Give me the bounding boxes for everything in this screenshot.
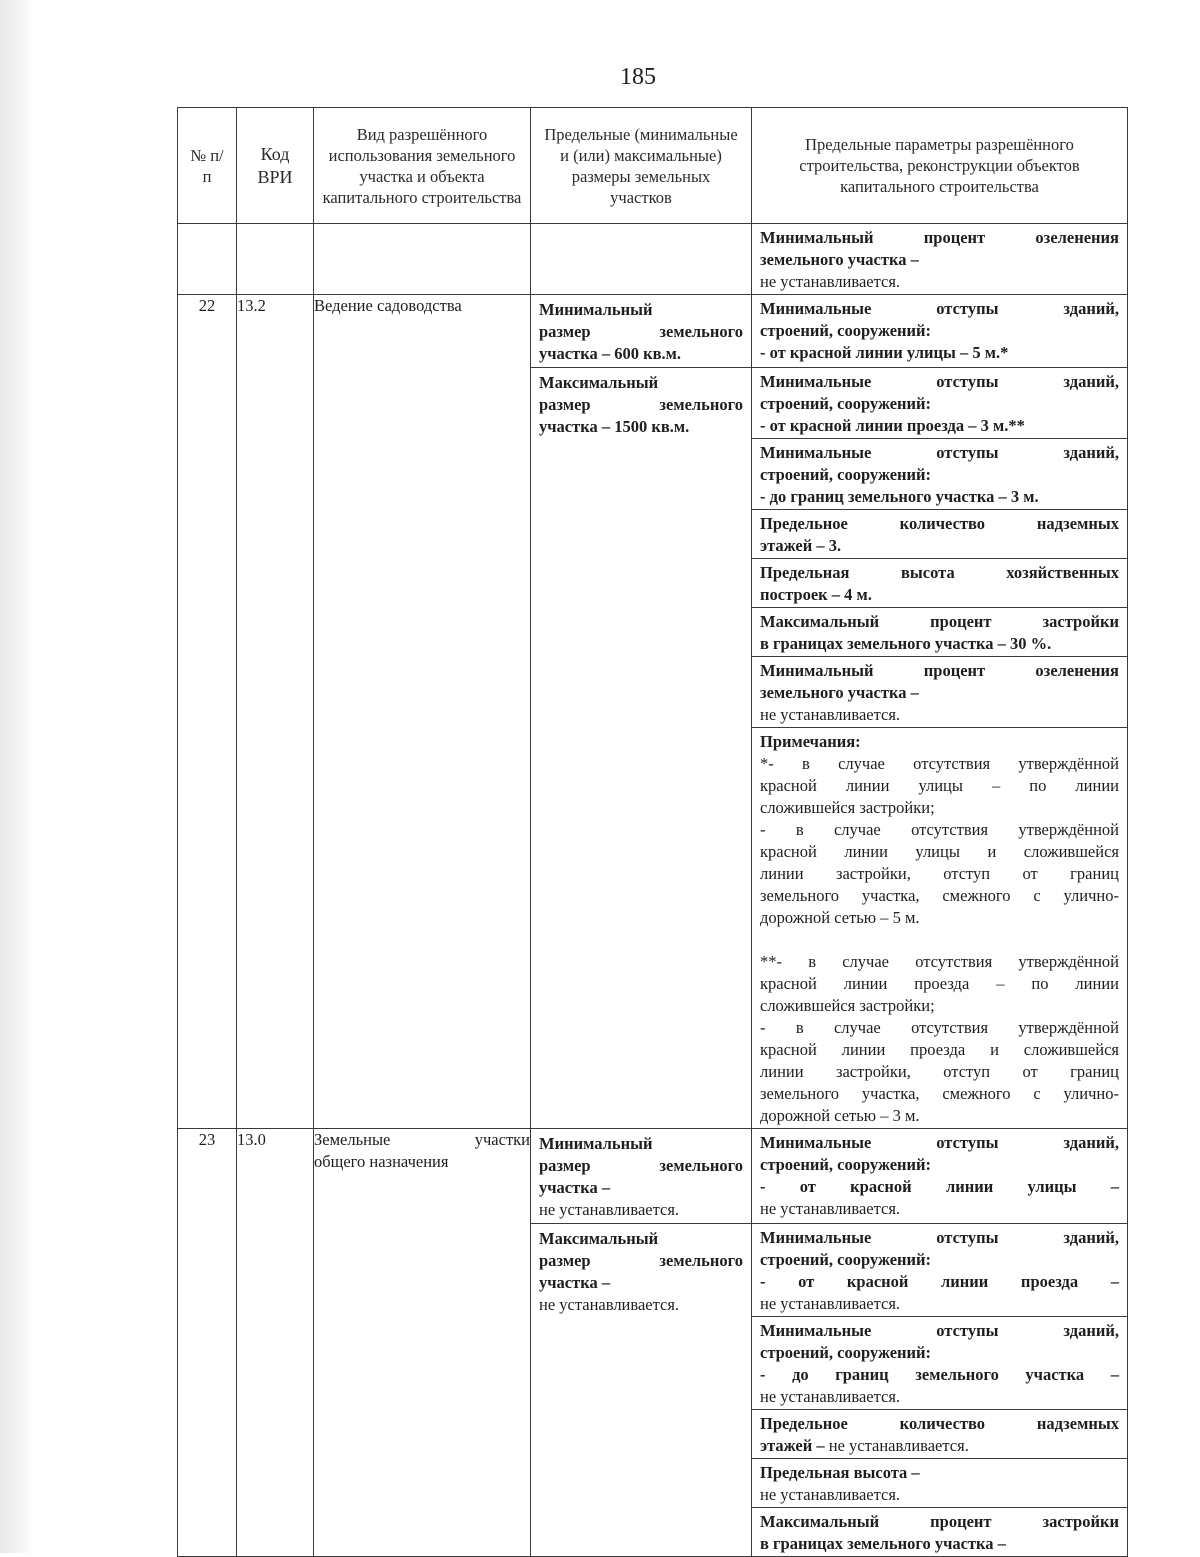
param-line: строений, сооружений: [760, 465, 932, 484]
row23-code: 13.0 [237, 1129, 314, 1557]
param-line: Минимальные отступы зданий, [760, 299, 1119, 318]
row23-name [314, 1129, 531, 1557]
param-line: строений, сооружений: [760, 1155, 932, 1174]
param-line: Предельная высота – [760, 1463, 920, 1482]
row22-param-7 [752, 657, 1128, 728]
cont-code-cell [237, 224, 314, 295]
header-num: № п/п [178, 108, 237, 224]
row22-param-5 [752, 559, 1128, 608]
regulations-table [177, 107, 1128, 1557]
header-code: Код ВРИ [237, 108, 314, 224]
note-line: линии застройки, отступ от границ [760, 1062, 1119, 1081]
param-line: земельного участка – [760, 683, 919, 702]
param-line: Предельная высота хозяйственных [760, 563, 1119, 582]
param-line: Минимальные отступы зданий, [760, 1321, 1119, 1340]
size-line: размер земельного [539, 1156, 743, 1175]
note-line: - в случае отсутствия утверждённой [760, 820, 1119, 839]
notes-title: Примечания: [760, 732, 861, 751]
row23-size-max-cell [531, 1224, 752, 1557]
row22-param-6 [752, 608, 1128, 657]
param-value: не устанавливается. [760, 1387, 901, 1406]
note-line: красной линии проезда и сложившейся [760, 1040, 1119, 1059]
param-line: Минимальный процент озеленения [760, 661, 1119, 680]
row22-code: 13.2 [237, 295, 314, 1129]
param-value: не устанавливается. [828, 1436, 969, 1455]
continuation-row [178, 224, 1128, 295]
param-line: Минимальные отступы зданий, [760, 443, 1119, 462]
cont-param-value: не устанавливается. [760, 272, 901, 291]
note-line: дорожной сетью – 3 м. [760, 1106, 920, 1125]
param-line: строений, сооружений: [760, 321, 932, 340]
table-row-23 [178, 1129, 1128, 1224]
row23-param-5 [752, 1459, 1128, 1508]
param-line: - до границ земельного участка – [760, 1365, 1119, 1384]
note-line: дорожной сетью – 5 м. [760, 908, 920, 927]
row23-param-1 [752, 1129, 1128, 1224]
param-value: не устанавливается. [760, 1294, 901, 1313]
param-line: Предельное количество надземных [760, 514, 1119, 533]
row22-param-3 [752, 439, 1128, 510]
param-line: этажей – 3. [760, 536, 842, 555]
note-line: земельного участка, смежного с улично- [760, 886, 1119, 905]
note-line: сложившейся застройки; [760, 798, 935, 817]
row22-param-4 [752, 510, 1128, 559]
row22-name: Ведение садоводства [314, 295, 531, 1129]
note-line: **- в случае отсутствия утверждённой [760, 952, 1119, 971]
cont-param-cell [752, 224, 1128, 295]
size-line: Минимальный [539, 1134, 653, 1153]
size-line: размер земельного [539, 1251, 743, 1270]
row22-num: 22 [178, 295, 237, 1129]
param-line: Минимальные отступы зданий, [760, 1133, 1119, 1152]
param-value: не устанавливается. [760, 1199, 901, 1218]
param-line: - от красной линии улицы – 5 м.* [760, 343, 1009, 362]
cont-size-cell [531, 224, 752, 295]
size-line: Максимальный [539, 373, 659, 392]
row23-size-min-cell [531, 1129, 752, 1224]
param-line: строений, сооружений: [760, 394, 932, 413]
param-line: - до границ земельного участка – 3 м. [760, 487, 1039, 506]
cont-param-line: Минимальный процент озеленения [760, 228, 1119, 247]
param-line: в границах земельного участка – 30 %. [760, 634, 1052, 653]
row23-param-3 [752, 1317, 1128, 1410]
param-line: - от красной линии проезда – [760, 1272, 1119, 1291]
note-gap [760, 929, 1119, 951]
size-line: размер земельного [539, 395, 743, 414]
size-line: Минимальный [539, 300, 653, 319]
row23-num: 23 [178, 1129, 237, 1557]
row22-param-2 [752, 368, 1128, 439]
cont-param-line: земельного участка – [760, 250, 919, 269]
size-line: размер земельного [539, 322, 743, 341]
param-line: строений, сооружений: [760, 1250, 932, 1269]
note-line: - в случае отсутствия утверждённой [760, 1018, 1119, 1037]
param-line: Минимальные отступы зданий, [760, 372, 1119, 391]
row22-notes [752, 728, 1128, 1129]
table-row-22 [178, 295, 1128, 368]
param-line: этажей – не устанавливается. [760, 1436, 969, 1455]
param-line: - от красной линии проезда – 3 м.** [760, 416, 1025, 435]
row23-param-2 [752, 1224, 1128, 1317]
size-value: не устанавливается. [539, 1295, 680, 1314]
row22-size-min-cell [531, 295, 752, 368]
header-row [178, 108, 1128, 224]
page-number: 185 [620, 64, 656, 90]
header-params: Предельные параметры разрешённого строительства, реконструкции объектов капитального строительства [752, 108, 1128, 224]
param-line: Предельное количество надземных [760, 1414, 1119, 1433]
note-line: красной линии проезда – по линии [760, 974, 1119, 993]
name-line: Земельные участки [314, 1130, 530, 1149]
header-use: Вид разрешённого использования земельного участка и объекта капитального строительства [314, 108, 531, 224]
name-line: общего назначения [314, 1152, 449, 1171]
param-line: Минимальные отступы зданий, [760, 1228, 1119, 1247]
param-line: - от красной линии улицы – [760, 1177, 1119, 1196]
size-line: Максимальный [539, 1229, 659, 1248]
header-sizes: Предельные (минимальные и (или) максимальные) размеры земельных участков [531, 108, 752, 224]
size-line: участка – [539, 1178, 611, 1197]
note-line: *- в случае отсутствия утверждённой [760, 754, 1119, 773]
param-line: строений, сооружений: [760, 1343, 932, 1362]
note-line: красной линии улицы и сложившейся [760, 842, 1119, 861]
param-line: построек – 4 м. [760, 585, 872, 604]
row22-param-1 [752, 295, 1128, 368]
size-value: не устанавливается. [539, 1200, 680, 1219]
row23-param-6 [752, 1508, 1128, 1557]
row23-param-4 [752, 1410, 1128, 1459]
param-line: Максимальный процент застройки [760, 612, 1119, 631]
size-line: участка – 1500 кв.м. [539, 417, 690, 436]
row22-size-max-cell [531, 368, 752, 1129]
size-line: участка – 600 кв.м. [539, 344, 682, 363]
note-line: земельного участка, смежного с улично- [760, 1084, 1119, 1103]
param-line: Максимальный процент застройки [760, 1512, 1119, 1531]
cont-num-cell [178, 224, 237, 295]
param-value: не устанавливается. [760, 1485, 901, 1504]
param-value: не устанавливается. [760, 705, 901, 724]
cont-name-cell [314, 224, 531, 295]
scan-edge-shadow [0, 0, 34, 1553]
size-line: участка – [539, 1273, 611, 1292]
note-line: красной линии улицы – по линии [760, 776, 1119, 795]
note-line: сложившейся застройки; [760, 996, 935, 1015]
note-line: линии застройки, отступ от границ [760, 864, 1119, 883]
param-line: в границах земельного участка – [760, 1534, 1006, 1553]
